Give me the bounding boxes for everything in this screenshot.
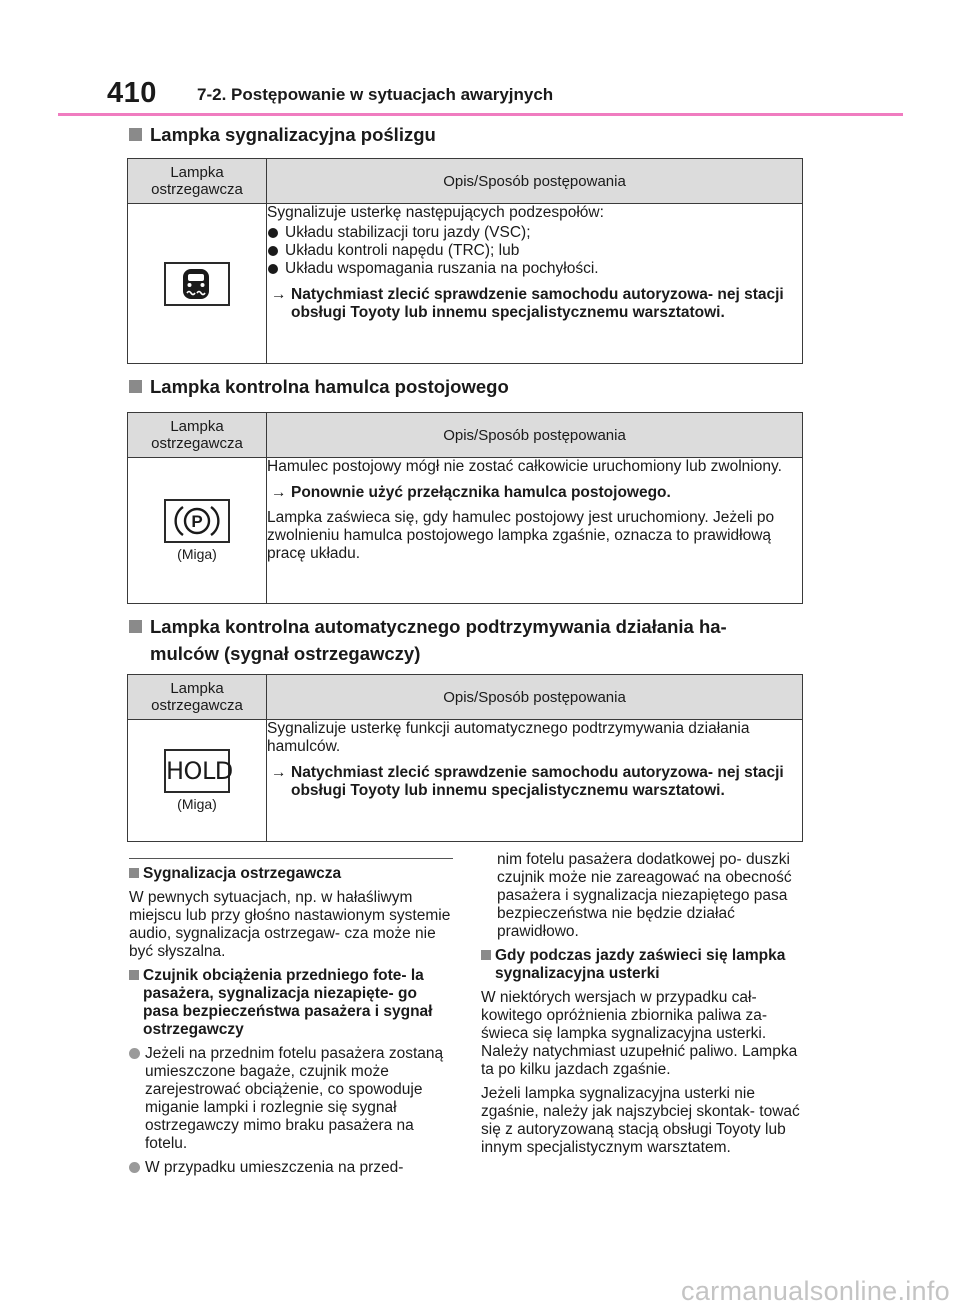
col-header-lamp: Lampka ostrzegawcza xyxy=(128,159,267,204)
action-instruction: → Natychmiast zlecić sprawdzenie samochodu autoryzowa- nej stacji obsługi Toyoty lub innemu specjalistycznemu warsztatowi. xyxy=(271,764,784,799)
notes-right-column xyxy=(481,851,806,1163)
action-instruction: → Ponownie użyć przełącznika hamulca postojowego. xyxy=(271,484,671,501)
action-instruction: → Natychmiast zlecić sprawdzenie samochodu autoryzowa- nej stacji obsługi Toyoty lub innemu specjalistycznemu warsztatowi. xyxy=(271,286,784,321)
arrow-right-icon: → xyxy=(271,484,287,501)
note-bullet: Jeżeli na przednim fotelu pasażera zostaną umieszczone bagaże, czujnik może zarejestrować obciążenie, co spowoduje miganie lampki i rozlegnie się sygnał ostrzegawczy mimo braku pasażera na fotelu. xyxy=(129,1045,455,1153)
header-rule xyxy=(58,113,903,116)
desc-intro: Hamulec postojowy mógł nie zostać całkowicie uruchomiony lub zwolniony. xyxy=(267,458,782,475)
note-text: W niektórych wersjach w przypadku cał- kowitego opróżnienia zbiornika paliwa za- świeca się lampka sygnalizacyjna usterki. Należy natychmiast uzupełnić paliwo. Lampka ta po kilku jazdach zgaśnie. xyxy=(481,989,798,1078)
desc-intro: Sygnalizuje usterkę następujących podzespołów: xyxy=(267,204,604,221)
lamp-cell xyxy=(128,458,267,604)
note-heading-warning-signal: Sygnalizacja ostrzegawcza xyxy=(129,865,455,883)
notes-left-column xyxy=(129,865,455,1183)
desc-intro: Sygnalizuje usterkę funkcji automatycznego podtrzymywania działania hamulców. xyxy=(267,720,750,755)
col-header-desc: Opis/Sposób postępowania xyxy=(267,159,803,204)
section-title-parking-brake: Lampka kontrolna hamulca postojowego xyxy=(129,373,509,400)
section-title-hold: Lampka kontrolna automatycznego podtrzymywania działania ha- xyxy=(129,613,727,640)
desc-cell xyxy=(267,204,803,364)
note-heading-malfunction: Gdy podczas jazdy zaświeci się lampka sygnalizacyjna usterki xyxy=(481,947,806,983)
desc-note: Lampka zaświeca się, gdy hamulec postojowy jest uruchomiony. Jeżeli po zwolnieniu hamulca postojowego lampka zgaśnie, oznacza to prawidłową pracę układu. xyxy=(267,509,775,562)
note-bullet: W przypadku umieszczenia na przed- xyxy=(129,1159,455,1177)
svg-text:P: P xyxy=(191,512,203,531)
square-bullet-icon xyxy=(129,380,142,393)
chapter-title: 7-2. Postępowanie w sytuacjach awaryjnych xyxy=(197,85,554,104)
blink-caption: (Miga) xyxy=(177,796,217,812)
note-text: W pewnych sytuacjach, np. w hałaśliwym miejscu lub przy głośno nastawionym systemie audio, sygnalizacja ostrzegaw- cza może nie być słyszalna. xyxy=(129,889,451,960)
section-title-skid: Lampka sygnalizacyjna poślizgu xyxy=(129,121,436,148)
warning-table-parking-brake xyxy=(127,412,803,604)
col-header-lamp: Lampka ostrzegawcza xyxy=(128,675,267,720)
note-heading-seat-sensor: Czujnik obciążenia przedniego fote- la pasażera, sygnalizacja niezapięte- go pasa bezpieczeństwa pasażera i sygnał ostrzegawczy xyxy=(129,967,455,1039)
lamp-cell xyxy=(128,204,267,364)
section-title-hold-cont: mulców (sygnał ostrzegawczy) xyxy=(150,643,421,664)
col-header-desc: Opis/Sposób postępowania xyxy=(267,413,803,458)
arrow-right-icon: → xyxy=(271,286,287,303)
watermark: carmanualsonline.info xyxy=(681,1276,950,1306)
square-bullet-icon xyxy=(129,620,142,633)
list-item: Układu wspomagania ruszania na pochyłości. xyxy=(267,260,802,278)
warning-table-skid xyxy=(127,158,803,364)
list-item: Układu kontroli napędu (TRC); lub xyxy=(267,242,802,260)
skid-icon xyxy=(164,262,230,306)
desc-cell xyxy=(267,720,803,842)
desc-cell xyxy=(267,458,803,604)
parking-brake-icon xyxy=(164,499,230,543)
blink-caption: (Miga) xyxy=(177,546,217,562)
lamp-cell xyxy=(128,720,267,842)
note-bullet-continued: nim fotelu pasażera dodatkowej po- duszki czujnik może nie zareagować na obecność pasażera i sygnalizacja niezapiętego pasa bezpieczeństwa nie będzie działać prawidłowo. xyxy=(497,851,792,940)
arrow-right-icon: → xyxy=(271,764,287,781)
square-bullet-icon xyxy=(129,128,142,141)
list-item: Układu stabilizacji toru jazdy (VSC); xyxy=(267,224,802,242)
col-header-desc: Opis/Sposób postępowania xyxy=(267,675,803,720)
notes-rule xyxy=(129,858,453,859)
page-number: 410 xyxy=(107,77,157,109)
note-text: Jeżeli lampka sygnalizacyjna usterki nie zgaśnie, należy jak najszybciej skontak- tować się z autoryzowaną stacją obsługi Toyoty lub innym specjalistycznym warsztatem. xyxy=(481,1085,800,1156)
col-header-lamp: Lampka ostrzegawcza xyxy=(128,413,267,458)
hold-icon: HOLD xyxy=(164,749,230,793)
warning-table-hold xyxy=(127,674,803,842)
